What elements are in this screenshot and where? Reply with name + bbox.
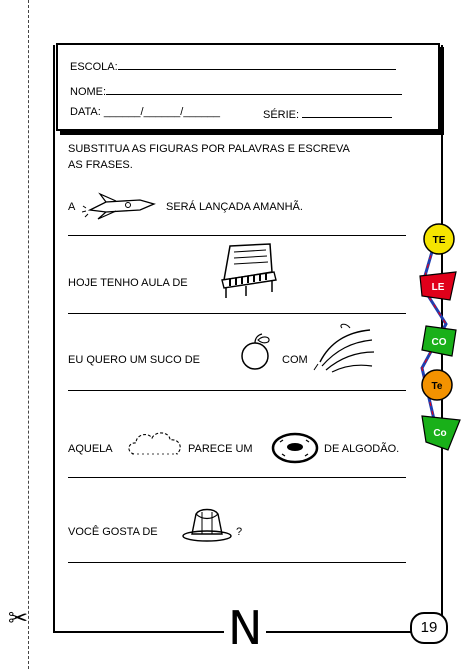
donut-icon [268, 430, 322, 466]
syllable-te: TE [432, 235, 446, 246]
answer-line-3[interactable] [68, 390, 406, 391]
answer-line-5[interactable] [68, 562, 406, 563]
instruction [68, 141, 350, 173]
instruction-line-1: SUBSTITUA AS FIGURAS POR PALAVRAS E ESCREVA [68, 143, 350, 155]
cut-line [28, 0, 29, 669]
scissors-icon: ✂ [8, 604, 29, 632]
nome-label: NOME: [70, 86, 107, 98]
sentence-3-start: EU QUERO UM SUCO DE [68, 354, 201, 366]
cloud-icon [126, 426, 186, 464]
sentence-4-start: AQUELA [68, 443, 113, 455]
apple-icon [236, 332, 276, 372]
escola-underline [118, 58, 396, 70]
syllable-te-lower: Te [431, 381, 443, 392]
escola-label: ESCOLA: [70, 61, 118, 73]
rocket-icon [82, 188, 162, 222]
data-label: DATA: ______/______/______ [70, 106, 221, 118]
sentence-1-end: SERÁ LANÇADA AMANHÃ. [166, 201, 303, 213]
syllable-co-tab [420, 322, 460, 358]
sentence-4-mid: PARECE UM [188, 443, 253, 455]
pudding-icon [180, 504, 234, 544]
sentence-1-start: A [68, 201, 76, 213]
section-letter: N [224, 603, 266, 653]
nome-underline [106, 83, 402, 95]
sentence-2-start: HOJE TENHO AULA DE [68, 277, 188, 289]
syllable-co: CO [431, 337, 447, 348]
syllable-te-lower-tab [420, 368, 456, 402]
syllable-te-tab [422, 222, 458, 256]
escola-field[interactable] [70, 58, 396, 73]
answer-line-1[interactable] [68, 235, 406, 236]
syllable-le: LE [431, 282, 445, 293]
serie-underline [302, 106, 392, 118]
page-number: 19 [410, 612, 448, 644]
instruction-line-2: AS FRASES. [68, 159, 133, 171]
syllable-co-lower-tab [420, 412, 462, 452]
piano-icon [216, 242, 282, 300]
sentence-5-end: ? [236, 526, 243, 538]
header-box [56, 43, 440, 131]
syllable-co-lower: Co [433, 428, 447, 439]
data-field[interactable] [70, 106, 220, 118]
sentence-4-end: DE ALGODÃO. [324, 443, 400, 455]
serie-field[interactable] [263, 106, 392, 121]
sentence-3-mid: COM [282, 354, 308, 366]
answer-line-2[interactable] [68, 313, 406, 314]
nome-field[interactable] [70, 83, 402, 98]
banana-bunch-icon [312, 322, 378, 374]
serie-label: SÉRIE: [263, 109, 300, 121]
answer-line-4[interactable] [68, 477, 406, 478]
sentence-5-start: VOCÊ GOSTA DE [68, 526, 158, 538]
syllable-le-tab [418, 270, 458, 304]
